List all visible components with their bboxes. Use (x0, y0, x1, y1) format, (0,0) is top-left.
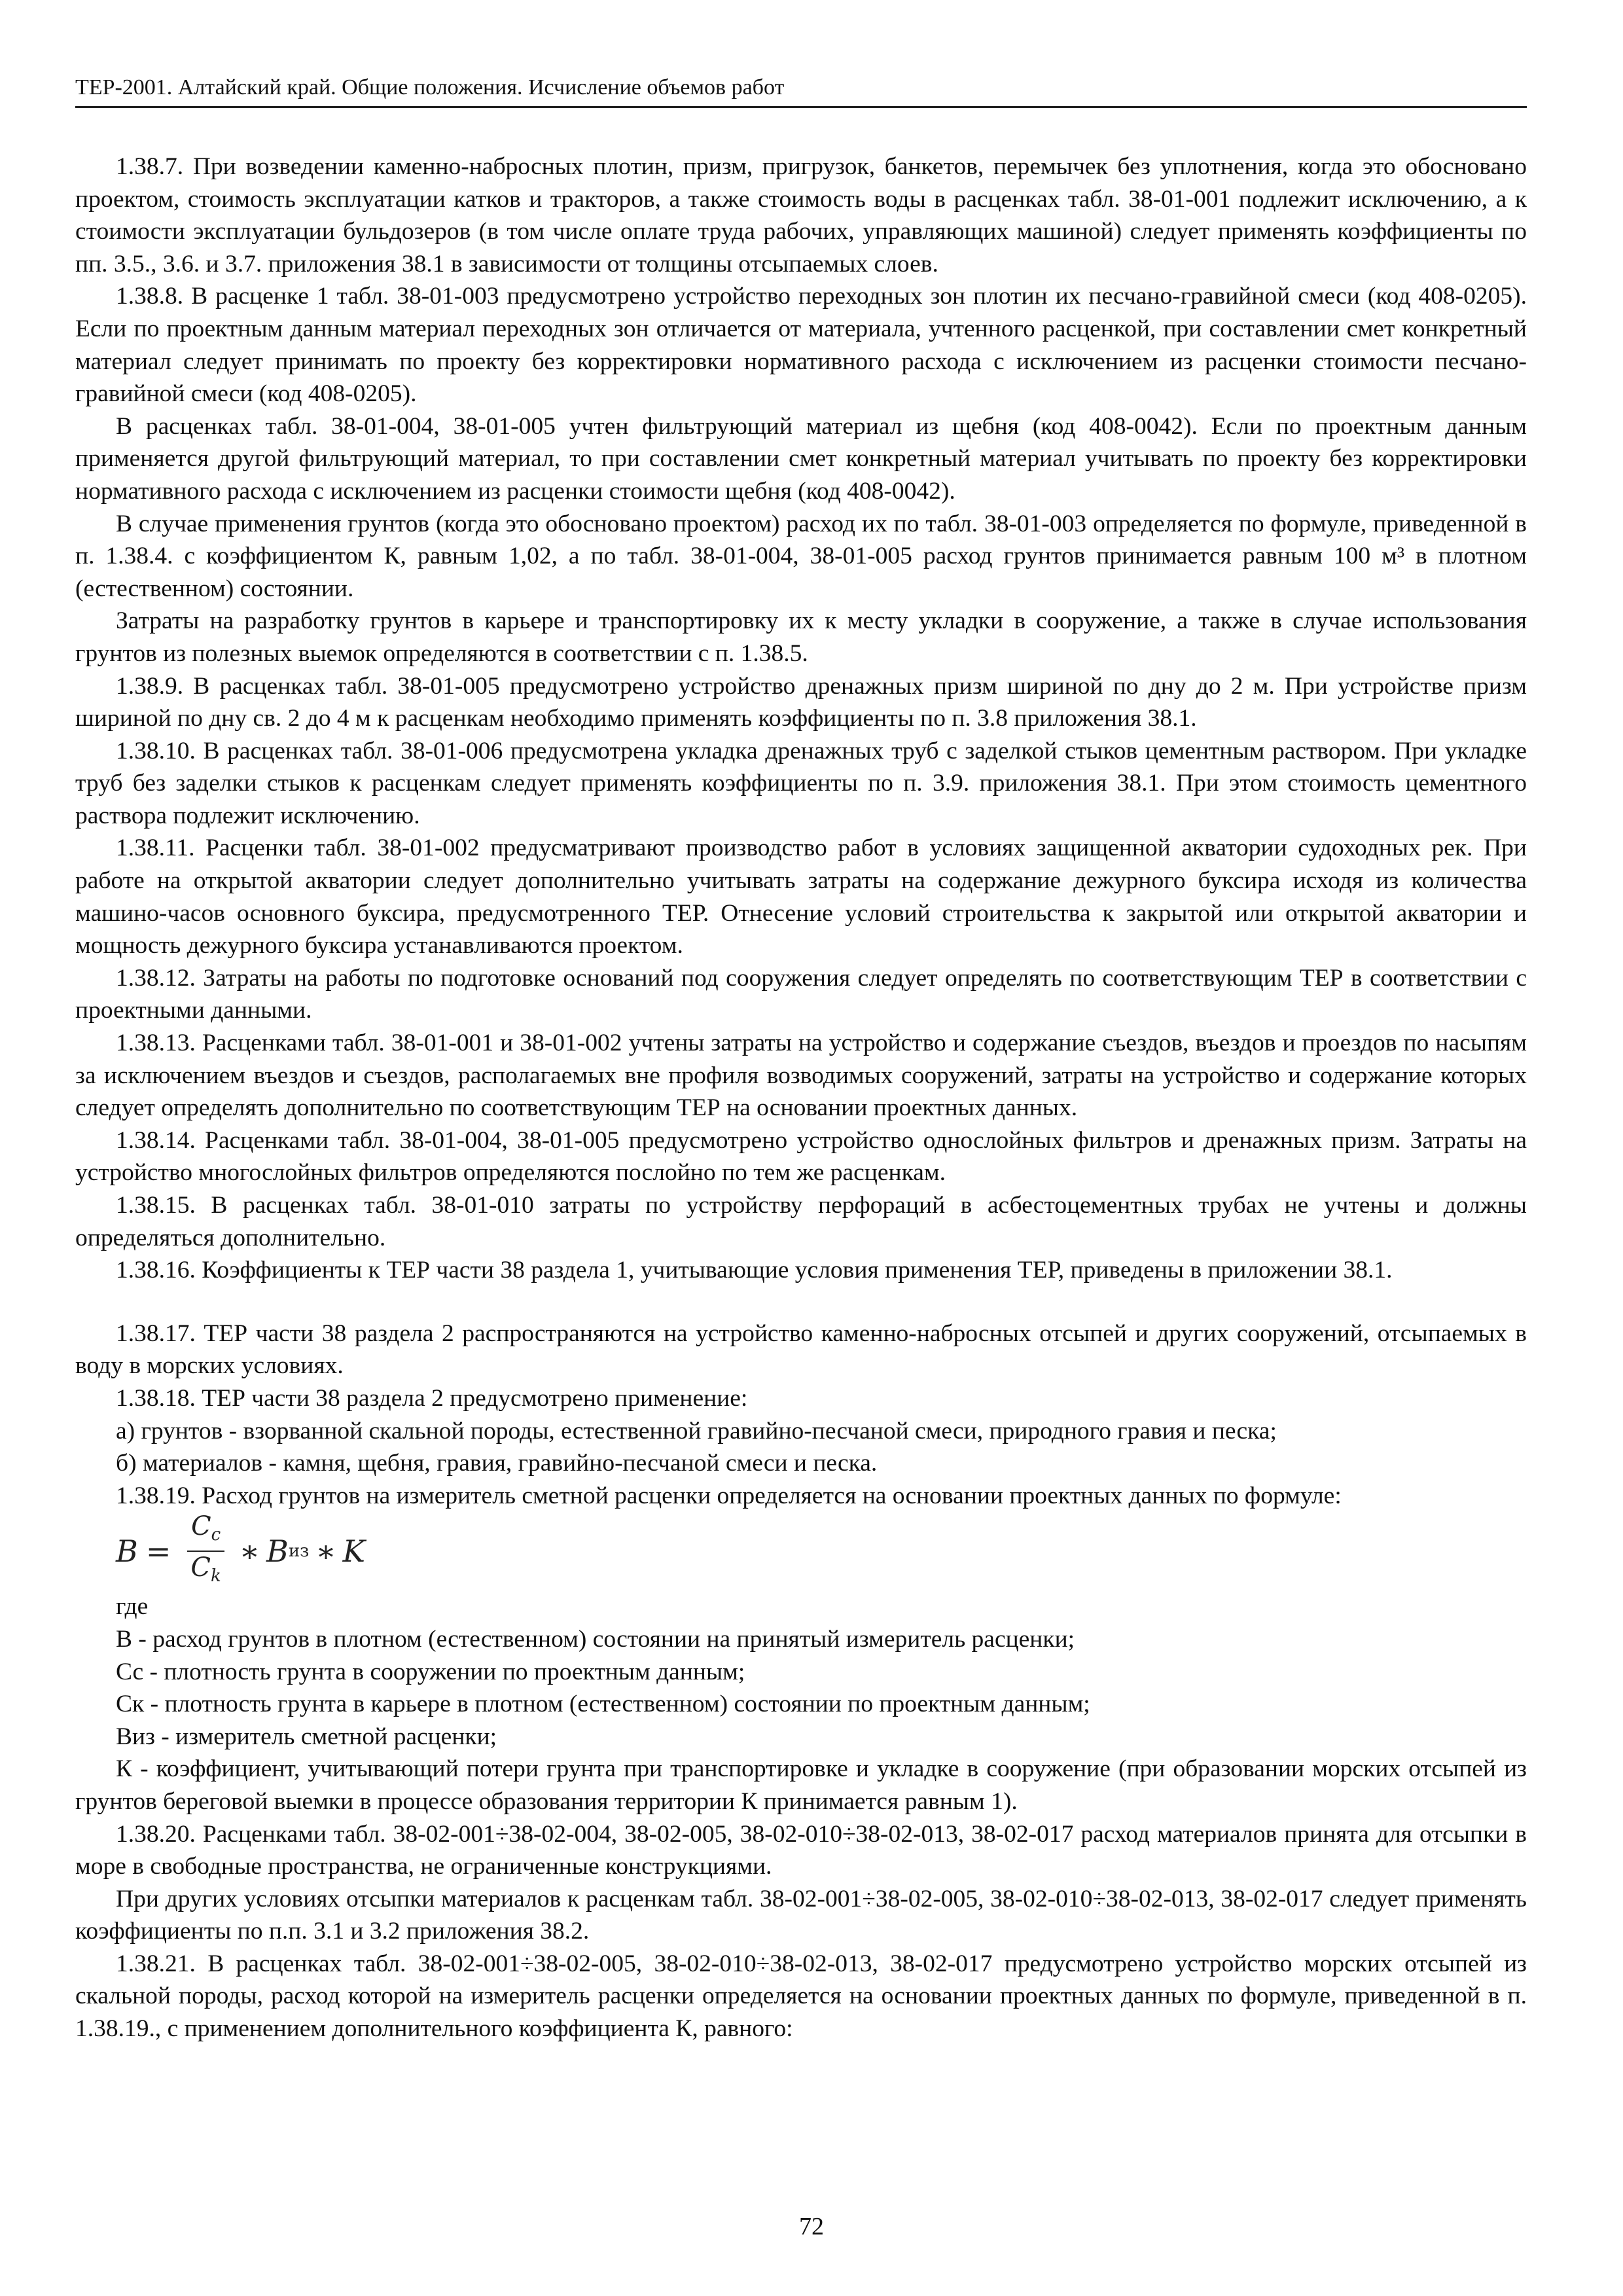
paragraph-soil-usage: В случае применения грунтов (когда это обосновано проектом) расход их по табл. 38-01-003 определяется по формуле, приведенной в п. 1.38.4. с коэффициентом К, равным 1,02, а по табл. 38-01-004, 38-01-005 расход грунтов принимается равным 100 м³ в плотном (естественном) состоянии. (75, 510, 1527, 602)
paragraph-1-38-17: 1.38.17. ТЕР части 38 раздела 2 распространяются на устройство каменно-набросных отсыпей и других сооружений, отсыпаемых в воду в морских условиях. (75, 1319, 1527, 1380)
definition-biz: Виз - измеритель сметной расценки; (116, 1723, 497, 1750)
list-item-b: б) материалов - камня, щебня, гравия, гравийно-песчаной смеси и песка. (116, 1450, 878, 1477)
paragraph-soil-costs: Затраты на разработку грунтов в карьере и транспортировку их к месту укладки в сооружение, а также в случае использования грунтов из полезных выемок определяются в соответствии с п. 1.38.5. (75, 607, 1527, 667)
where-label: где (116, 1593, 149, 1621)
formula-rhs: K (342, 1533, 365, 1569)
paragraph-1-38-20: 1.38.20. Расценками табл. 38-02-001÷38-02-004, 38-02-005, 38-02-010÷38-02-013, 38-02-017 расход материалов принята для отсыпки в море в свободные пространства, не ограниченные конструкциями. (75, 1820, 1527, 1880)
definition-ck: Ск - плотность грунта в карьере в плотном (естественном) состоянии по проектным данным; (116, 1691, 1090, 1718)
document-body (75, 151, 1527, 2045)
numerator-symbol: C (190, 1511, 211, 1542)
paragraph-1-38-7: 1.38.7. При возведении каменно-набросных плотин, призм, пригрузок, банкетов, перемычек без уплотнения, когда это обосновано проектом, стоимость эксплуатации катков и тракторов, а также стоимость воды в расценках табл. 38-01-001 подлежит исключению, а к стоимости эксплуатации бульдозеров (в том числе оплате труда рабочих, управляющих машиной) следует применять коэффициенты по пп. 3.5., 3.6. и 3.7. приложения 38.1 в зависимости от толщины отсыпаемых слоев. (75, 153, 1527, 278)
paragraph-1-38-8: 1.38.8. В расценке 1 табл. 38-01-003 предусмотрено устройство переходных зон плотин их песчано-гравийной смеси (код 408-0205). Если по проектным данным материал переходных зон отличается от материала, учтенного расценкой, при составлении смет конкретный материал следует принимать по проекту без корректировки нормативного расхода с исключением из расценки стоимости песчано-гравийной смеси (код 408-0205). (75, 283, 1527, 408)
paragraph-1-38-11: 1.38.11. Расценки табл. 38-01-002 предусматривают производство работ в условиях защищенной акватории судоходных рек. При работе на открытой акватории следует дополнительно учитывать затраты на содержание дежурного буксира исходя из количества машино-часов основного буксира, предусмотренного ТЕР. Отнесение условий строительства к закрытой или открытой акватории и мощность дежурного буксира устанавливаются проектом. (75, 834, 1527, 960)
denominator-symbol: C (190, 1552, 211, 1583)
paragraph-1-38-14: 1.38.14. Расценками табл. 38-01-004, 38-01-005 предусмотрено устройство однослойных фильтров и дренажных призм. Затраты на устройство многослойных фильтров определяются послойно по тем же расценкам. (75, 1126, 1527, 1187)
paragraph-1-38-21: 1.38.21. В расценках табл. 38-02-001÷38-02-005, 38-02-010÷38-02-013, 38-02-017 предусмотрено устройство морских отсыпей из скальной породы, расход которой на измеритель расценки определяется на основании проектных данных по формуле, приведенной в п. 1.38.19., с применением дополнительного коэффициента К, равного: (75, 1950, 1527, 2043)
soil-consumption-formula (75, 1512, 1527, 1590)
denominator-subscript: k (210, 1566, 221, 1587)
formula-operator-2: ∗ (315, 1533, 336, 1569)
paragraph-1-38-15: 1.38.15. В расценках табл. 38-01-010 затраты по устройству перфораций в асбестоцементных трубах не учтены и должны определяться дополнительно. (75, 1192, 1527, 1251)
paragraph-1-38-13: 1.38.13. Расценками табл. 38-01-001 и 38-01-002 учтены затраты на устройство и содержание съездов, въездов и проездов по насыпям за исключением въездов и съездов, располагаемых вне профиля возводимых сооружений, затраты на устройство и содержание которых следует определять дополнительно по соответствующим ТЕР на основании проектных данных. (75, 1030, 1527, 1122)
formula-mid-subscript: из (288, 1541, 310, 1561)
formula-fraction (187, 1511, 224, 1592)
paragraph-1-38-12: 1.38.12. Затраты на работы по подготовке оснований под сооружения следует определять по соответствующим ТЕР в соответствии с проектными данными. (75, 964, 1527, 1024)
formula-numerator (187, 1511, 224, 1552)
paragraph-filter-material: В расценках табл. 38-01-004, 38-01-005 учтен фильтрующий материал из щебня (код 408-0042). Если по проектным данным применяется другой фильтрующий материал, то при составлении смет конкретный материал учитывать по проекту без корректировки нормативного расхода с исключением из расценки стоимости щебня (код 408-0042). (75, 412, 1527, 505)
formula-equals: = (145, 1533, 171, 1569)
definition-k: К - коэффициент, учитывающий потери грунта при транспортировке и укладке в сооружение (при образовании морских отсыпей из грунтов береговой выемки в процессе образования территории К принимается равным 1). (75, 1755, 1527, 1815)
paragraph-1-38-18: 1.38.18. ТЕР части 38 раздела 2 предусмотрено применение: (116, 1384, 748, 1412)
formula-mid-symbol: B (266, 1533, 289, 1569)
paragraph-1-38-19: 1.38.19. Расход грунтов на измеритель сметной расценки определяется на основании проектных данных по формуле: (116, 1482, 1342, 1509)
formula-denominator (187, 1552, 224, 1592)
running-header: ТЕР-2001. Алтайский край. Общие положения. Исчисление объемов работ (75, 73, 1527, 108)
numerator-subscript: c (211, 1525, 221, 1545)
page-number: 72 (799, 2213, 824, 2240)
section-gap (75, 1287, 1527, 1318)
paragraph-1-38-9: 1.38.9. В расценках табл. 38-01-005 предусмотрено устройство дренажных призм шириной по дну до 2 м. При устройстве призм шириной по дну св. 2 до 4 м к расценкам необходимо применять коэффициенты по п. 3.8 приложения 38.1. (75, 672, 1527, 732)
formula-lhs: B (116, 1533, 138, 1569)
formula-operator-1: ∗ (239, 1533, 260, 1569)
definition-b: В - расход грунтов в плотном (естественном) состоянии на принятый измеритель расценки; (116, 1625, 1075, 1653)
paragraph-1-38-16: 1.38.16. Коэффициенты к ТЕР части 38 раздела 1, учитывающие условия применения ТЕР, приведены в приложении 38.1. (116, 1257, 1393, 1284)
paragraph-1-38-10: 1.38.10. В расценках табл. 38-01-006 предусмотрена укладка дренажных труб с заделкой стыков цементным раствором. При укладке труб без заделки стыков к расценкам следует применять коэффициенты по п. 3.9. приложения 38.1. При этом стоимость цементного раствора подлежит исключению. (75, 737, 1527, 829)
definition-cc: Сс - плотность грунта в сооружении по проектным данным; (116, 1658, 745, 1685)
paragraph-other-conditions: При других условиях отсыпки материалов к расценкам табл. 38-02-001÷38-02-005, 38-02-010÷38-02-013, 38-02-017 следует применять коэффициенты по п.п. 3.1 и 3.2 приложения 38.2. (75, 1885, 1527, 1945)
list-item-a: а) грунтов - взорванной скальной породы, естественной гравийно-песчаной смеси, природного гравия и песка; (116, 1417, 1277, 1444)
